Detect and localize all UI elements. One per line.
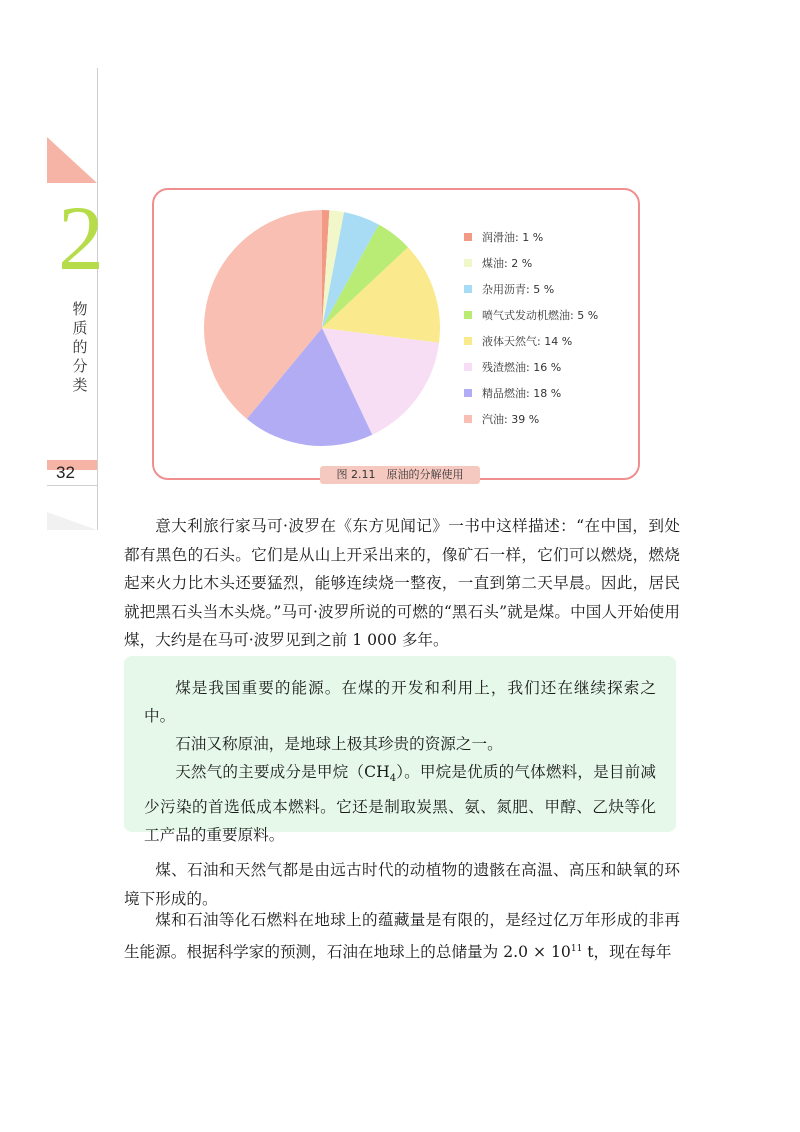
methane-subscript: 4 xyxy=(389,773,397,785)
info-paragraph-oil: 石油又称原油，是地球上极其珍贵的资源之一。 xyxy=(175,735,503,753)
legend-label-5: 残渣燃油: 16 % xyxy=(482,361,562,374)
legend-swatch-6 xyxy=(464,389,472,397)
body-paragraph-reserves: 煤和石油等化石燃料在地球上的蕴藏量是有限的，是经过亿万年形成的非再生能源。根据科学家的预测，石油在地球上的总储量为 $2.0 \times 10^{11}$ t，现在每年 xyxy=(124,911,680,961)
info-paragraph-gas: 天然气的主要成分是甲烷$(CH_4)$。甲烷是优质的气体燃料，是目前减少污染的首选低成本燃料。它还是制取炭黑、氨、氮肥、甲醇、乙炔等化工产品的重要原料。 xyxy=(144,763,657,845)
info-paragraph-coal: 煤是我国重要的能源。在煤的开发和利用上，我们还在继续探索之中。 xyxy=(144,679,656,725)
page-number: 32 xyxy=(56,463,75,482)
body-paragraph-origin: 煤、石油和天然气都是由远古时代的动植物的遗骸在高温、高压和缺氧的环境下形成的。 xyxy=(124,861,680,908)
legend-item-5 xyxy=(464,354,598,380)
legend-label-6: 精品燃油: 18 % xyxy=(482,387,562,400)
chapter-title: 物质的分类 xyxy=(72,300,88,394)
body-paragraph-marco-polo: 意大利旅行家马可·波罗在《东方见闻记》一书中这样描述：“在中国，到处都有黑色的石头。它们是从山上开采出来的，像矿石一样，它们可以燃烧，燃烧起来火力比木头还要猛烈，能够连续烧一整夜，一直到第二天早晨。因此，居民就把黑石头当木头烧。”马可·波罗所说的可燃的“黑石头”就是煤。中国人开始使用煤，大约是在马可·波罗见到之前 1 000 多年。 xyxy=(124,517,680,649)
legend-label-4: 液体天然气: 14 % xyxy=(482,335,573,348)
legend-label-2: 杂用沥青: 5 % xyxy=(482,283,555,296)
figure-caption: 图 2.11 原油的分解使用 xyxy=(320,466,480,484)
legend-label-3: 喷气式发动机燃油: 5 % xyxy=(482,309,599,322)
margin-notch xyxy=(47,512,97,530)
page-number-rule xyxy=(47,485,97,486)
exponent-superscript: 11 xyxy=(570,943,583,954)
figure-frame xyxy=(152,188,640,480)
legend-swatch-0 xyxy=(464,233,472,241)
legend-swatch-3 xyxy=(464,311,472,319)
legend-item-1 xyxy=(464,250,598,276)
legend-swatch-1 xyxy=(464,259,472,267)
margin-rule xyxy=(97,68,98,530)
info-box xyxy=(124,656,676,845)
chapter-number: 2 xyxy=(58,187,104,289)
corner-decoration xyxy=(47,137,97,183)
legend-item-4 xyxy=(464,328,598,354)
legend-swatch-7 xyxy=(464,415,472,423)
chart-legend xyxy=(464,224,598,432)
legend-swatch-4 xyxy=(464,337,472,345)
legend-item-2 xyxy=(464,276,598,302)
legend-label-7: 汽油: 39 % xyxy=(482,413,540,426)
legend-label-1: 煤油: 2 % xyxy=(482,257,533,270)
legend-swatch-5 xyxy=(464,363,472,371)
legend-item-3 xyxy=(464,302,598,328)
legend-item-7 xyxy=(464,406,598,432)
legend-item-0 xyxy=(464,224,598,250)
legend-item-6 xyxy=(464,380,598,406)
legend-label-0: 润滑油: 1 % xyxy=(482,231,544,244)
pie-chart xyxy=(200,206,444,450)
legend-swatch-2 xyxy=(464,285,472,293)
